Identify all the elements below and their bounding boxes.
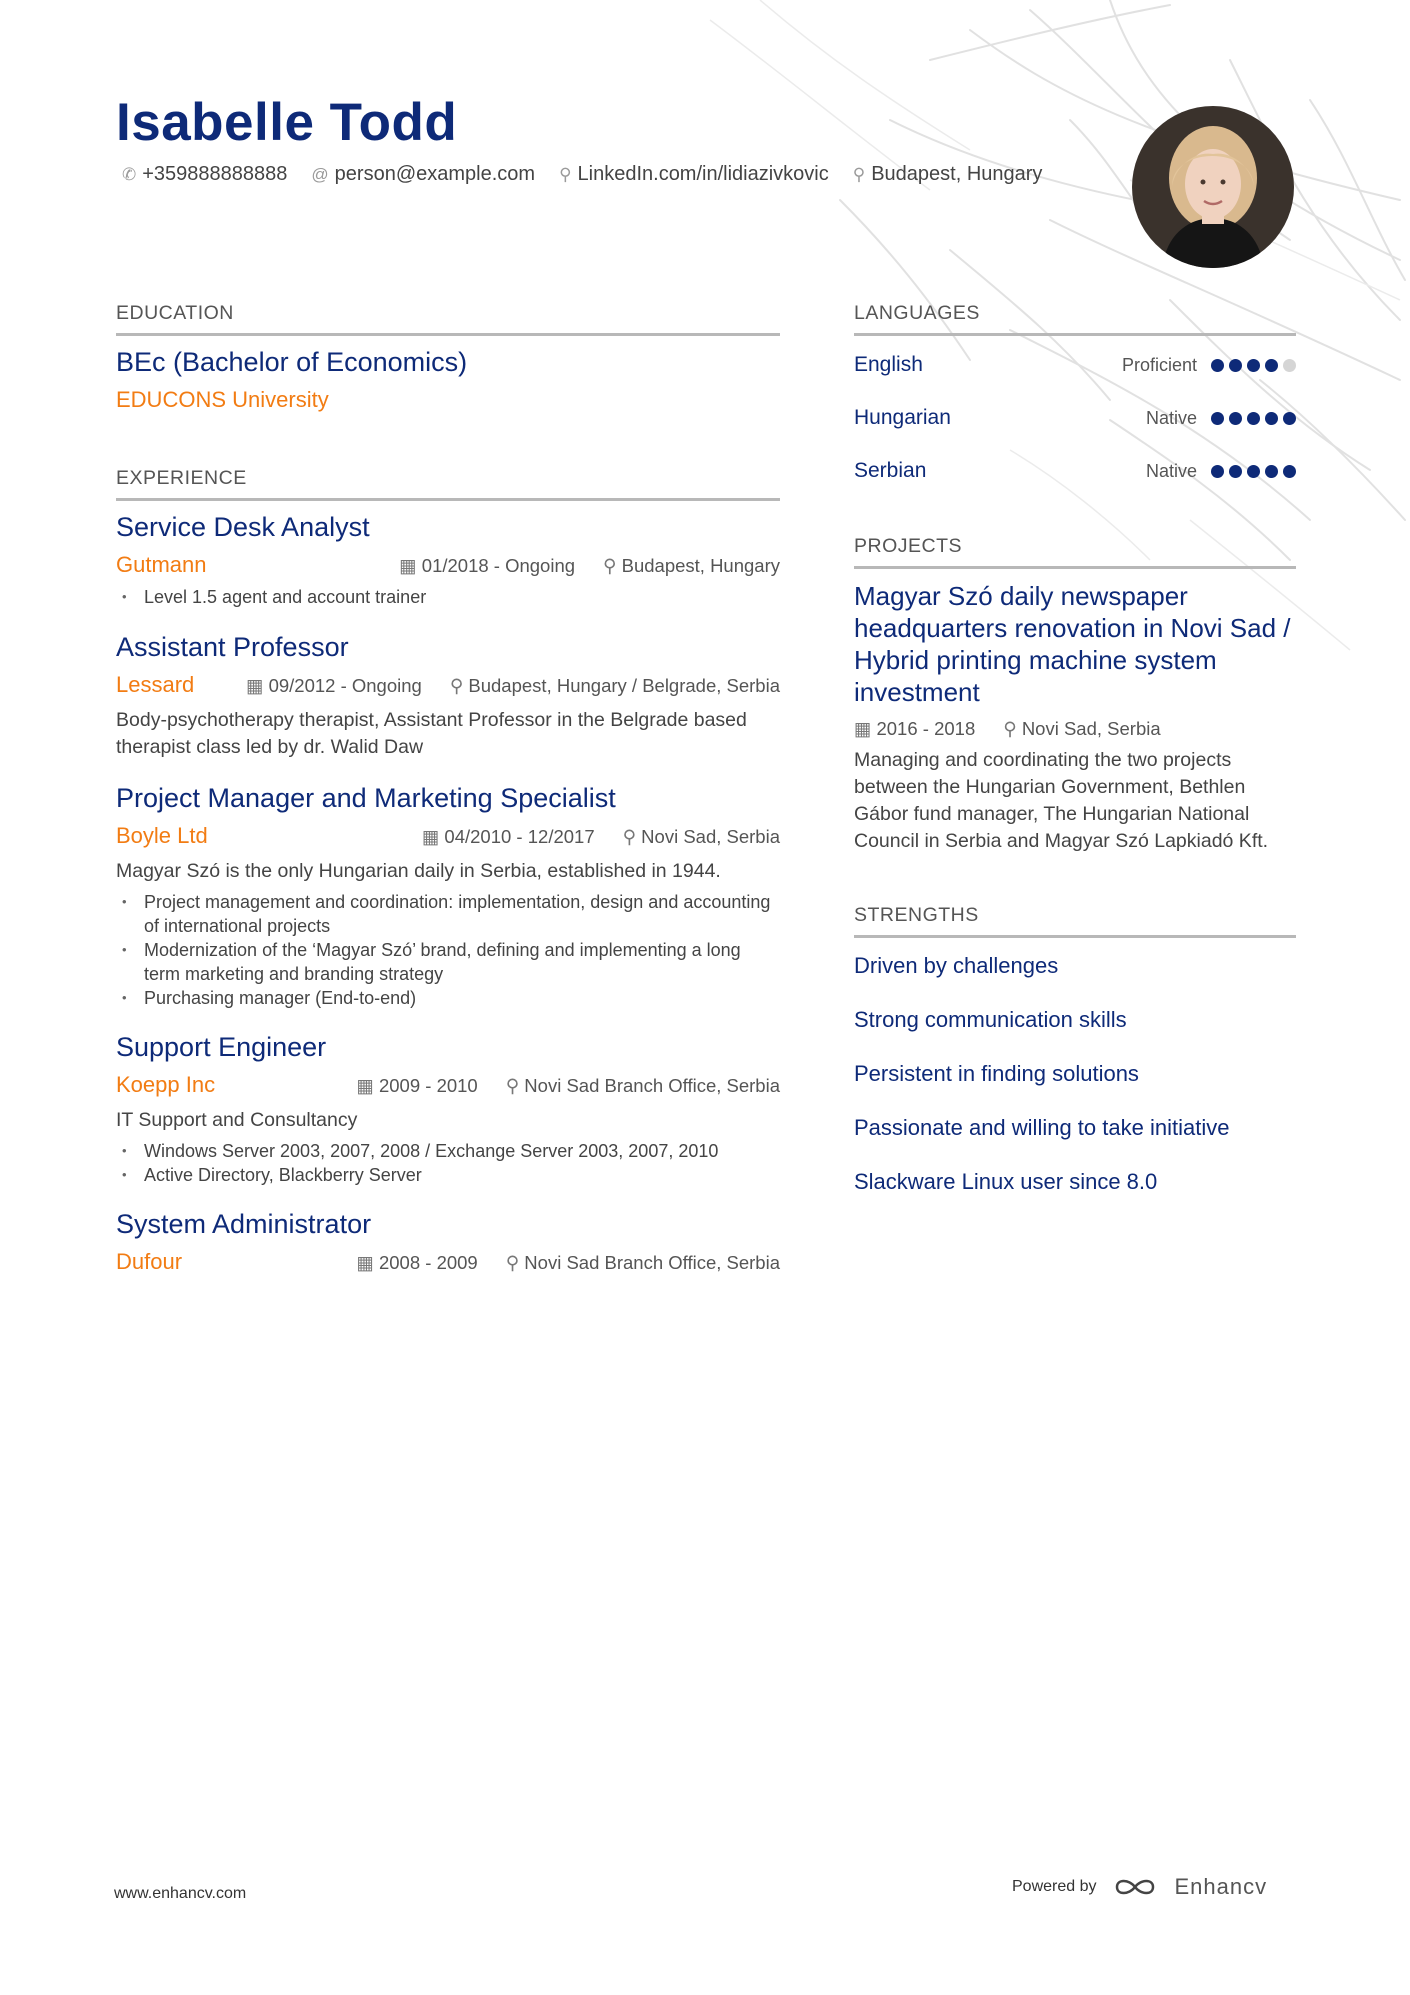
job-bullets	[116, 890, 780, 1010]
avatar-image	[1132, 106, 1294, 268]
language-row	[854, 456, 1296, 486]
strength-item: Strong communication skills	[854, 1007, 1127, 1032]
strength-item: Slackware Linux user since 8.0	[854, 1169, 1158, 1194]
location-pin-icon: ⚲	[622, 826, 637, 847]
bullet-item: • Active Directory, Blackberry Server	[144, 1163, 780, 1187]
rating-dots	[1211, 465, 1296, 478]
job-dates: 2008 - 2009	[378, 1252, 478, 1273]
strength-item: Persistent in finding solutions	[854, 1061, 1139, 1086]
project-dates: 2016 - 2018	[876, 718, 976, 739]
enhancv-logo-icon	[1113, 1875, 1159, 1899]
bullet-item: • Level 1.5 agent and account trainer	[144, 585, 780, 609]
rating-dot-empty	[1283, 359, 1296, 372]
powered-by-text: Powered by	[1012, 1878, 1097, 1895]
footer-branding	[1012, 1874, 1267, 1900]
location-pin-icon: ⚲	[603, 555, 617, 576]
job-description: IT Support and Consultancy	[116, 1109, 358, 1131]
language-row	[854, 403, 1296, 433]
at-icon: @	[311, 164, 329, 184]
education-heading: EDUCATION	[116, 302, 780, 336]
footer-website[interactable]: www.enhancv.com	[114, 1885, 247, 1902]
rating-dots	[1211, 412, 1296, 425]
location-contact	[853, 163, 1043, 186]
location-pin-icon: ⚲	[505, 1252, 520, 1273]
phone-icon: ✆	[122, 164, 137, 184]
job-bullets	[116, 1139, 780, 1187]
language-name: Hungarian	[854, 406, 951, 429]
rating-dot-filled	[1229, 412, 1242, 425]
job-dates: 2009 - 2010	[378, 1075, 478, 1096]
job-title: Support Engineer	[116, 1032, 327, 1062]
job-title: Service Desk Analyst	[116, 512, 370, 542]
phone-contact[interactable]	[122, 163, 287, 186]
bullet-item: • Project management and coordination: implementation, design and accounting of international projects	[144, 890, 780, 938]
location-pin-icon: ⚲	[852, 164, 866, 184]
project-description: Managing and coordinating the two projects between the Hungarian Government, Bethlen Gábor fund manager, The Hungarian National Council in Serbia and Magyar Szó Lapkiadó Kft.	[854, 749, 1269, 852]
projects-heading: PROJECTS	[854, 535, 1296, 569]
job-description: Magyar Szó is the only Hungarian daily in Serbia, established in 1944.	[116, 860, 721, 882]
rating-dot-filled	[1229, 359, 1242, 372]
job-dates: 04/2010 - 12/2017	[444, 826, 595, 847]
company-name: Dufour	[116, 1249, 183, 1274]
company-name: Lessard	[116, 672, 195, 697]
avatar	[1132, 106, 1294, 268]
rating-dot-filled	[1265, 359, 1278, 372]
rating-dot-filled	[1247, 465, 1260, 478]
project-meta	[854, 718, 1161, 740]
company-name: Gutmann	[116, 552, 207, 577]
language-level: Native	[1145, 460, 1197, 481]
linkedin-contact[interactable]	[559, 163, 829, 186]
location-pin-icon: ⚲	[505, 1075, 520, 1096]
job-meta	[422, 826, 780, 848]
rating-dot-filled	[1211, 412, 1224, 425]
rating-dot-filled	[1247, 412, 1260, 425]
rating-dot-filled	[1283, 412, 1296, 425]
link-icon: ⚲	[559, 164, 572, 184]
email-text: person@example.com	[334, 163, 536, 185]
job-location: Budapest, Hungary / Belgrade, Serbia	[468, 675, 780, 696]
job-description: Body-psychotherapy therapist, Assistant Professor in the Belgrade based therapist class led by dr. Walid Daw	[116, 709, 747, 758]
project-location: Novi Sad, Serbia	[1021, 718, 1161, 739]
job-meta	[356, 1252, 780, 1274]
rating-dot-filled	[1229, 465, 1242, 478]
school-name: EDUCONS University	[116, 387, 329, 412]
job-location: Novi Sad Branch Office, Serbia	[524, 1075, 780, 1096]
job-location: Novi Sad, Serbia	[641, 826, 780, 847]
job-dates: 01/2018 - Ongoing	[421, 555, 576, 576]
bullet-item: • Purchasing manager (End-to-end)	[144, 986, 780, 1010]
language-name: English	[854, 353, 923, 376]
language-row	[854, 350, 1296, 380]
rating-dot-filled	[1265, 412, 1278, 425]
location-text: Budapest, Hungary	[871, 163, 1043, 185]
brand-name: Enhancv	[1174, 1874, 1268, 1899]
phone-text: +359888888888	[142, 163, 288, 185]
language-name: Serbian	[854, 459, 927, 482]
location-pin-icon: ⚲	[1003, 718, 1017, 739]
calendar-icon: ▦	[399, 555, 417, 576]
language-level: Native	[1145, 407, 1197, 428]
rating-dot-filled	[1247, 359, 1260, 372]
degree-title: BEc (Bachelor of Economics)	[116, 347, 468, 377]
job-location: Novi Sad Branch Office, Serbia	[524, 1252, 780, 1273]
job-title: Assistant Professor	[116, 632, 349, 662]
location-pin-icon: ⚲	[449, 675, 464, 696]
calendar-icon: ▦	[854, 718, 872, 739]
job-meta	[246, 675, 780, 697]
rating-dot-filled	[1265, 465, 1278, 478]
bullet-item: • Modernization of the ‘Magyar Szó’ brand, defining and implementing a long term marketing and branding strategy	[144, 938, 780, 986]
job-bullets	[116, 585, 780, 609]
rating-dots	[1211, 359, 1296, 372]
calendar-icon: ▦	[246, 675, 264, 696]
candidate-name: Isabelle Todd	[116, 93, 458, 152]
strengths-heading: STRENGTHS	[854, 904, 1296, 938]
strength-item: Passionate and willing to take initiative	[854, 1115, 1230, 1140]
calendar-icon: ▦	[421, 826, 440, 847]
language-level: Proficient	[1121, 354, 1197, 375]
email-contact[interactable]	[311, 163, 535, 186]
job-meta	[356, 1075, 780, 1097]
job-location: Budapest, Hungary	[621, 555, 780, 576]
linkedin-text: LinkedIn.com/in/lidiazivkovic	[577, 163, 829, 185]
strength-item: Driven by challenges	[854, 953, 1059, 978]
calendar-icon: ▦	[356, 1252, 374, 1273]
calendar-icon: ▦	[356, 1075, 374, 1096]
languages-heading: LANGUAGES	[854, 302, 1296, 336]
project-title: Magyar Szó daily newspaper headquarters renovation in Novi Sad / Hybrid printing machine system investment	[854, 581, 1291, 707]
job-dates: 09/2012 - Ongoing	[268, 675, 422, 696]
company-name: Boyle Ltd	[116, 823, 208, 848]
company-name: Koepp Inc	[116, 1072, 216, 1097]
rating-dot-filled	[1211, 465, 1224, 478]
job-meta	[399, 555, 780, 577]
job-title: Project Manager and Marketing Specialist	[116, 783, 616, 813]
bullet-item: • Windows Server 2003, 2007, 2008 / Exchange Server 2003, 2007, 2010	[144, 1139, 780, 1163]
contact-bar	[122, 163, 1042, 186]
rating-dot-filled	[1211, 359, 1224, 372]
job-title: System Administrator	[116, 1209, 372, 1239]
rating-dot-filled	[1283, 465, 1296, 478]
experience-heading: EXPERIENCE	[116, 467, 780, 501]
